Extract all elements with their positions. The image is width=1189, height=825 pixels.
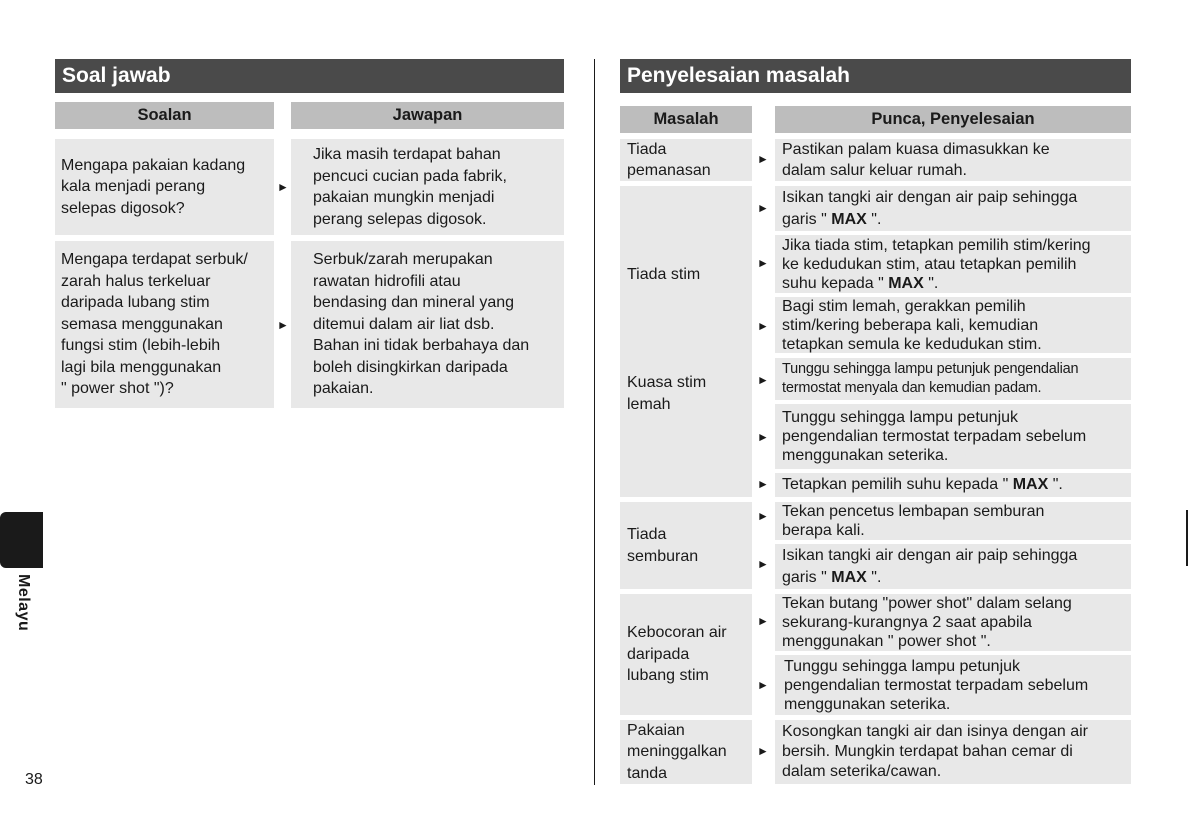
arrow-icon: ► <box>757 201 769 215</box>
arrow-icon: ► <box>757 319 769 333</box>
arrow-icon: ► <box>757 477 769 491</box>
faq-question-1 <box>55 139 274 235</box>
arrow-icon: ► <box>757 256 769 270</box>
problem-no-steam: Tiada stim <box>627 266 701 283</box>
page-number: 38 <box>25 771 43 788</box>
solution-5b: Tunggu sehingga lampu petunjuk pengendalian termostat terpadam sebelum menggunakan seterika. <box>775 655 1131 715</box>
solution-3b: Tunggu sehingga lampu petunjuk pengendalian termostat terpadam sebelum menggunakan seterika. <box>775 404 1131 469</box>
col-header-answer: Jawapan <box>291 102 564 129</box>
language-tab <box>0 512 43 568</box>
col-header-solution: Punca, Penyelesaian <box>775 106 1131 133</box>
solution-2b: Jika tiada stim, tetapkan pemilih stim/kering ke kedudukan stim, atau tetapkan pemilih suhu kepada " MAX ". <box>775 235 1131 293</box>
solution-6: Kosongkan tangki air dan isinya dengan air bersih. Mungkin terdapat bahan cemar di dalam seterika/cawan. <box>775 720 1131 784</box>
arrow-icon: ► <box>277 180 289 194</box>
solution-4b: Isikan tangki air dengan air paip sehingga garis " MAX ". <box>775 544 1131 589</box>
faq-question-2 <box>55 241 274 408</box>
solution-3c: Tetapkan pemilih suhu kepada " MAX ". <box>775 473 1131 497</box>
solution-3a: Tunggu sehingga lampu petunjuk pengendalian termostat menyala dan kemudian padam. <box>775 358 1131 400</box>
arrow-icon: ► <box>757 373 769 387</box>
faq-answer-1 <box>291 139 564 235</box>
solution-5a: Tekan butang "power shot" dalam selang sekurang-kurangnya 2 saat apabila menggunakan " power shot ". <box>775 594 1131 651</box>
problem-weak-steam: Kuasa stim lemah <box>627 374 707 413</box>
faq-answer-1-text: Jika masih terdapat bahan pencuci cucian pada fabrik, pakaian mungkin menjadi perang selepas digosok. <box>313 146 507 228</box>
column-divider <box>594 59 595 785</box>
language-tab-label: Melayu <box>15 574 32 632</box>
arrow-icon: ► <box>757 430 769 444</box>
troubleshooting-title: Penyelesaian masalah <box>620 59 1131 93</box>
problem-group-no-steam <box>620 186 752 497</box>
faq-title: Soal jawab <box>55 59 564 93</box>
faq-question-2-text: Mengapa terdapat serbuk/ zarah halus terkeluar daripada lubang stim semasa menggunakan fungsi stim (lebih-lebih lagi bila menggunakan " power shot ")? <box>61 251 248 398</box>
faq-answer-2 <box>291 241 564 408</box>
problem-no-spray: Tiada semburan <box>620 502 752 589</box>
solution-4a: Tekan pencetus lembapan semburan berapa kali. <box>775 502 1131 540</box>
problem-water-leak: Kebocoran air daripada lubang stim <box>620 594 752 715</box>
arrow-icon: ► <box>277 318 289 332</box>
faq-question-1-text: Mengapa pakaian kadang kala menjadi perang selepas digosok? <box>61 156 246 217</box>
edge-mark <box>1186 510 1188 566</box>
solution-2c: Bagi stim lemah, gerakkan pemilih stim/kering beberapa kali, kemudian tetapkan semula ke kedudukan stim. <box>775 297 1131 353</box>
arrow-icon: ► <box>757 744 769 758</box>
arrow-icon: ► <box>757 557 769 571</box>
arrow-icon: ► <box>757 152 769 166</box>
arrow-icon: ► <box>757 614 769 628</box>
problem-marks-on-clothes: Pakaian meninggalkan tanda <box>620 720 752 784</box>
solution-1: Pastikan palam kuasa dimasukkan ke dalam salur keluar rumah. <box>775 139 1131 181</box>
arrow-icon: ► <box>757 678 769 692</box>
faq-answer-2-text: Serbuk/zarah merupakan rawatan hidrofili atau bendasing dan mineral yang ditemui dalam air liat dsb. Bahan ini tidak berbahaya dan boleh disingkirkan daripada pakaian. <box>313 251 530 398</box>
problem-no-heating: Tiada pemanasan <box>620 139 752 181</box>
solution-2a: Isikan tangki air dengan air paip sehingga garis " MAX ". <box>775 186 1131 231</box>
arrow-icon: ► <box>757 509 769 523</box>
col-header-problem: Masalah <box>620 106 752 133</box>
col-header-question: Soalan <box>55 102 274 129</box>
